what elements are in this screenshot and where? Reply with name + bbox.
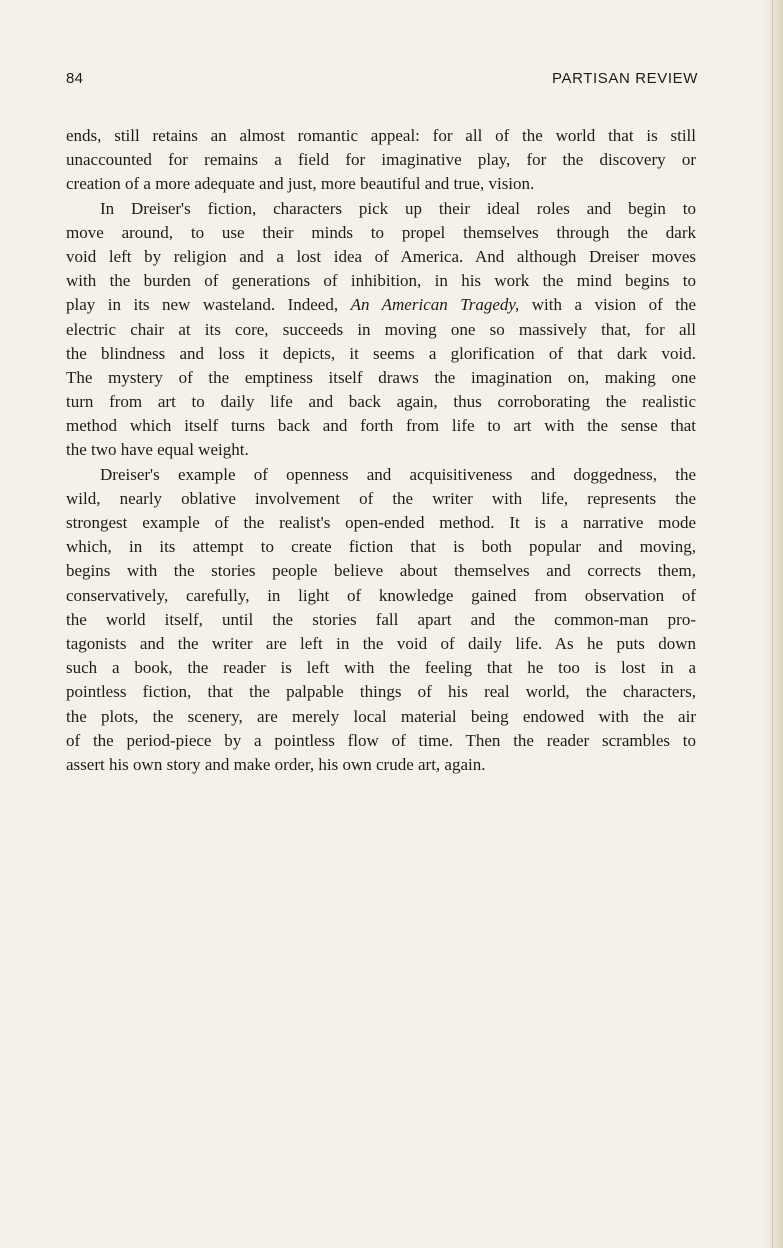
text-line: such a book, the reader is left with the feeling that he too is lost in a — [66, 658, 696, 678]
text-segment: with a vision of the — [519, 295, 697, 315]
text-line: method which itself turns back and forth from life to art with the sense that — [66, 416, 696, 436]
running-head: PARTISAN REVIEW — [552, 70, 698, 87]
text-line: tagonists and the writer are left in the void of daily life. As he puts down — [66, 633, 696, 653]
text-line: begins with the stories people believe about themselves and corrects them, — [66, 561, 696, 581]
text-line: with the burden of generations of inhibition, in his work the mind begins to — [66, 271, 696, 291]
page-edge-line — [772, 0, 773, 1248]
page-number: 84 — [66, 70, 84, 87]
text-line: creation of a more adequate and just, more beautiful and true, vision. — [66, 174, 535, 194]
text-line: turn from art to daily life and back again, thus corroborating the realistic — [66, 392, 696, 412]
text-line: wild, nearly oblative involvement of the writer with life, represents the — [66, 488, 696, 508]
text-line: move around, to use their minds to propel themselves through the dark — [66, 222, 696, 242]
text-line: the blindness and loss it depicts, it seems a glorification of that dark void. — [66, 343, 696, 363]
text-line: electric chair at its core, succeeds in moving one so massively that, for all — [66, 319, 696, 339]
text-line: Dreiser's example of openness and acquisitiveness and doggedness, the — [100, 464, 696, 484]
text-line — [66, 293, 696, 317]
text-line: assert his own story and make order, his own crude art, again. — [66, 754, 486, 774]
text-segment: play in its new wasteland. Indeed, — [66, 295, 351, 315]
text-line: the world itself, until the stories fall apart and the common-man pro- — [66, 609, 696, 629]
text-line: pointless fiction, that the palpable things of his real world, the characters, — [66, 682, 696, 702]
text-line: In Dreiser's fiction, characters pick up their ideal roles and begin to — [100, 198, 696, 218]
page-header — [66, 70, 698, 90]
text-line: which, in its attempt to create fiction that is both popular and moving, — [66, 537, 696, 557]
text-line: ends, still retains an almost romantic appeal: for all of the world that is still — [66, 126, 696, 145]
text-line: of the period-piece by a pointless flow of time. Then the reader scrambles to — [66, 730, 696, 750]
text-line: void left by religion and a lost idea of America. And although Dreiser moves — [66, 246, 696, 266]
text-line: the plots, the scenery, are merely local material being endowed with the air — [66, 706, 696, 726]
text-line: the two have equal weight. — [66, 440, 249, 460]
book-title: An American Tragedy, — [350, 295, 520, 315]
text-line: conservatively, carefully, in light of knowledge gained from observation of — [66, 585, 696, 605]
text-line: strongest example of the realist's open-ended method. It is a narrative mode — [66, 513, 696, 532]
body-text — [66, 124, 696, 777]
text-line: unaccounted for remains a field for imaginative play, for the discovery or — [66, 150, 696, 170]
text-line: The mystery of the emptiness itself draws the imagination on, making one — [66, 367, 696, 387]
